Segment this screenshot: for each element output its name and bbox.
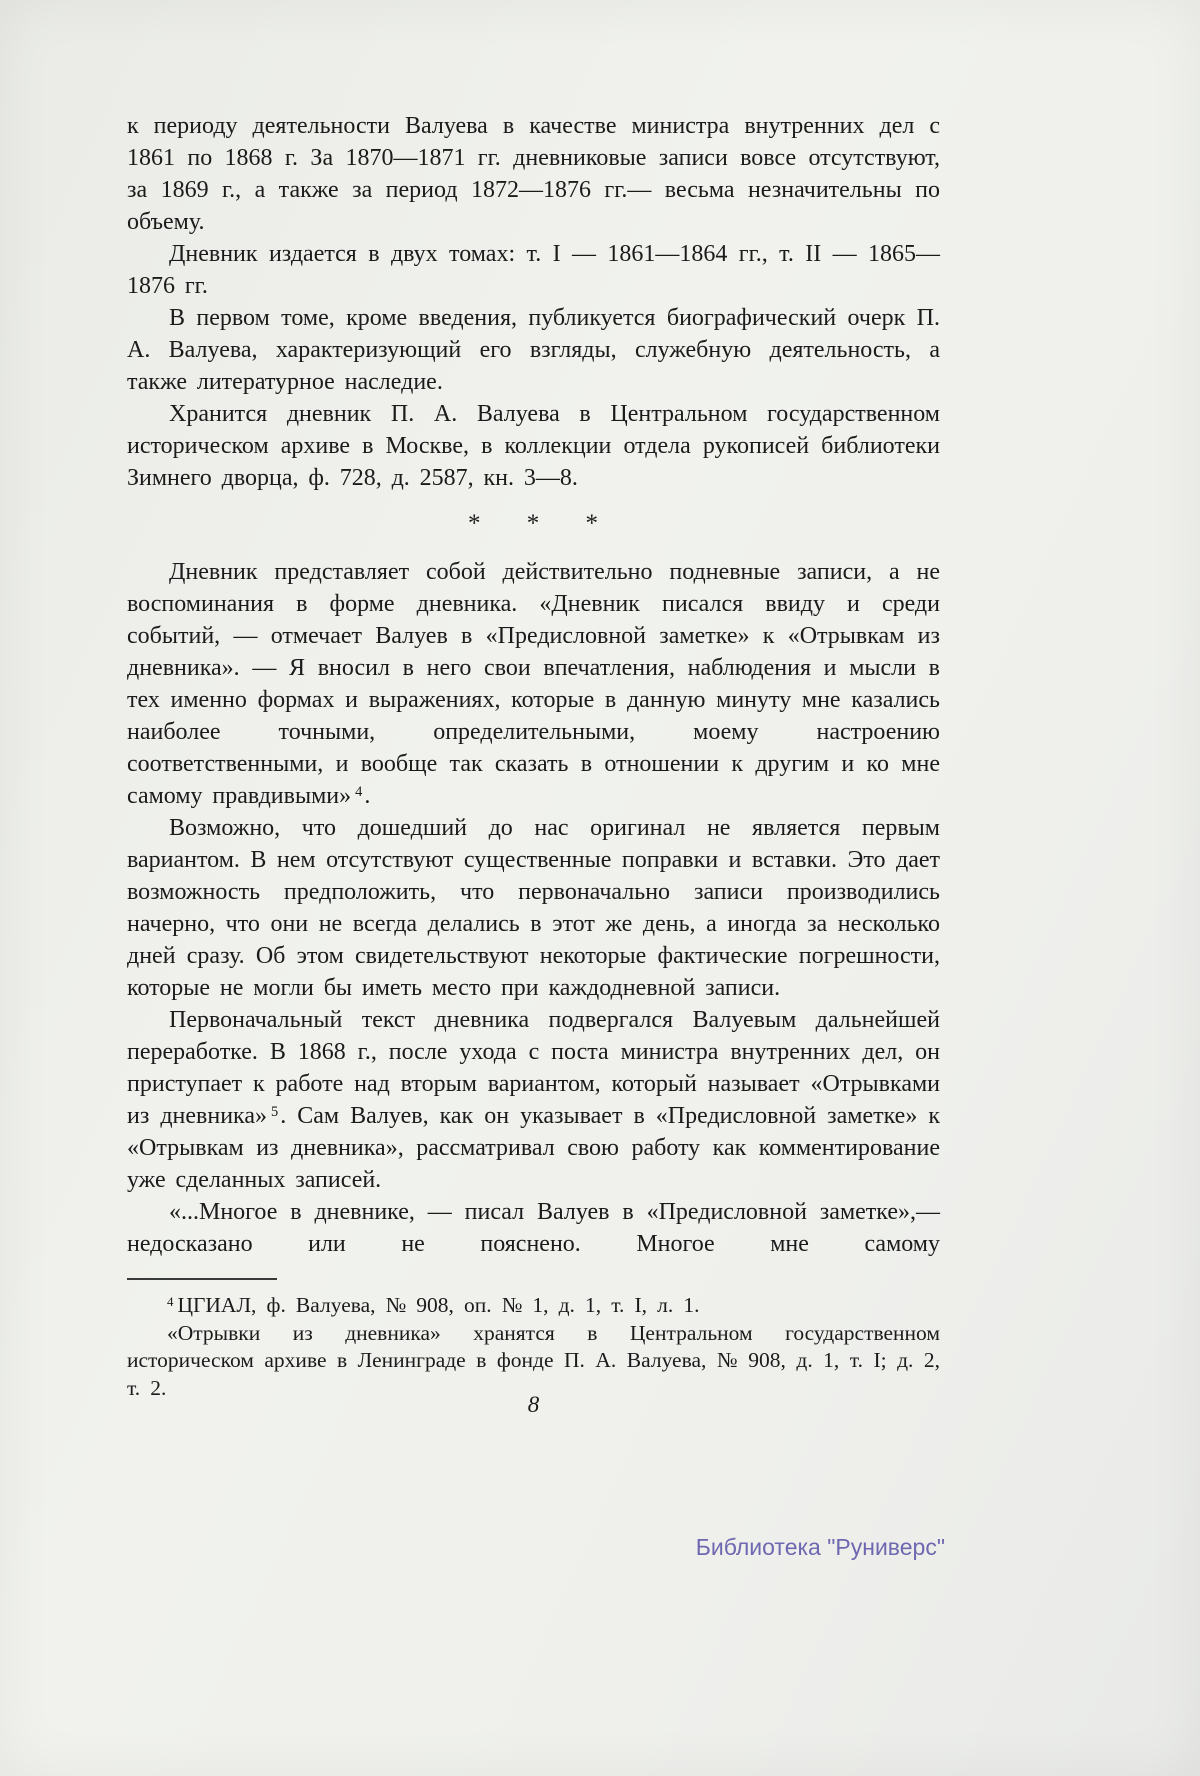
page-number: 8: [527, 1392, 540, 1417]
paragraph-7-tail: . Сам Валуев, как он указывает в «Предисловной заметке» к «Отрывкам из дневника», рассматривал свою работу как комментирование уже сделанных записей.: [127, 1103, 941, 1193]
footnote-ref-4: 4: [355, 783, 363, 800]
paragraph-1: к периоду деятельности Валуева в качестве министра внутренних дел с 1861 по 1868 г. За 1870—1871 гг. дневниковые записи вовсе отсутствуют, за 1869 г., а также за период 1872—1876 гг.— весьма незначительны по объему.: [127, 113, 940, 235]
paragraph-7: [127, 1004, 940, 1196]
watermark: Библиотека "Руниверс": [695, 1534, 945, 1560]
paragraph-8: «...Многое в дневнике, — писал Валуев в «Предисловной заметке»,— недосказано или не пояснено. Многое мне самому: [127, 1199, 940, 1257]
paragraph-6: Возможно, что дошедший до нас оригинал не является первым вариантом. В нем отсутствуют существенные поправки и вставки. Это дает возможность предположить, что первоначально записи производились начерно, что они не всегда делались в этот же день, а иногда за несколько дней сразу. Об этом свидетельствуют некоторые фактические погрешности, которые не могли бы иметь место при каждодневной записи.: [127, 815, 940, 1001]
page-text-block: [127, 110, 940, 1402]
paragraph-5-tail: .: [364, 783, 371, 809]
footnote-line-1: [127, 1292, 940, 1320]
paragraph-5: [127, 556, 940, 812]
paragraph-5-text: Дневник представляет собой действительно подневные записи, а не воспоминания в форме дневника. «Дневник писался ввиду и среди событий, — отмечает Валуев в «Предисловной заметке» к «Отрывкам из дневника». — Я вносил в него свои впечатления, наблюдения и мысли в тех именно формах и выражениях, которые в данную минуту мне казались наиболее точными, определительными, моему настроению соответственными, и вообще так сказать в отношении к другим и ко мне самому правдивыми»: [127, 559, 940, 809]
footnote-1-text: ЦГИАЛ, ф. Валуева, № 908, оп. № 1, д. 1, т. I, л. 1.: [177, 1293, 700, 1317]
footnote-ref-5: 5: [271, 1103, 279, 1120]
paragraph-4: Хранится дневник П. А. Валуева в Центральном государственном историческом архиве в Москве, в коллекции отдела рукописей библиотеки Зимнего дворца, ф. 728, д. 2587, кн. 3—8.: [127, 401, 940, 491]
footnote-block: [127, 1292, 940, 1402]
footnote-marker-4: 4: [167, 1294, 174, 1309]
paragraph-3: В первом томе, кроме введения, публикуется биографический очерк П. А. Валуева, характеризующий его взгляды, служебную деятельность, а также литературное наследие.: [127, 305, 940, 395]
section-separator: * * *: [468, 510, 599, 537]
footnote-line-2: «Отрывки из дневника» хранятся в Центральном государственном историческом архиве в Ленинграде в фонде П. А. Валуева, № 908, д. 1, т. I; д. 2, т. 2.: [127, 1320, 940, 1400]
footnote-divider: [127, 1278, 277, 1280]
paragraph-7-text: Первоначальный текст дневника подвергался Валуевым дальнейшей переработке. В 1868 г., после ухода с поста министра внутренних дел, он приступает к работе над вторым вариантом, который называет «Отрывками из дневника»: [127, 1007, 940, 1129]
paragraph-2: Дневник издается в двух томах: т. I — 1861—1864 гг., т. II — 1865—1876 гг.: [127, 241, 940, 299]
